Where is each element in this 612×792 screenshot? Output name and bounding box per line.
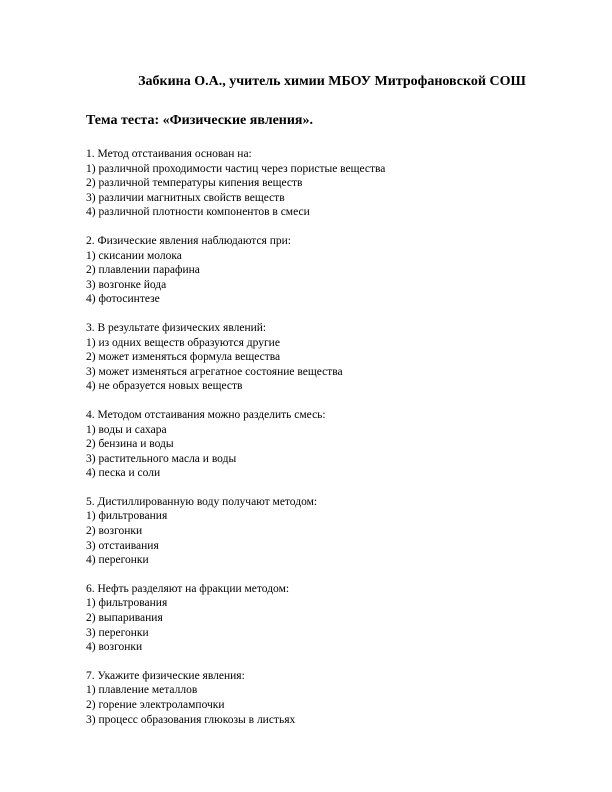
answer-option: 1) плавление металлов xyxy=(86,684,198,697)
answer-option: 2) выпаривания xyxy=(86,612,163,625)
question-7 xyxy=(86,669,566,727)
question-1 xyxy=(86,147,566,220)
answer-option: 2) горение электролампочки xyxy=(86,699,225,711)
answer-option: 1) различной проходимости частиц через пористые вещества xyxy=(86,162,386,175)
answer-option: 4) перегонки xyxy=(86,554,149,567)
question-text: 4. Методом отстаивания можно разделить смесь: xyxy=(86,408,326,421)
answer-option: 4) различной плотности компонентов в смеси xyxy=(86,206,310,219)
question-2 xyxy=(86,234,566,307)
question-5 xyxy=(86,495,566,568)
questions-list xyxy=(86,147,566,741)
answer-option: 3) растительного масла и воды xyxy=(86,452,237,465)
question-text: 1. Метод отстаивания основан на: xyxy=(86,148,252,160)
answer-option: 2) возгонки xyxy=(86,525,143,538)
question-text: 2. Физические явления наблюдаются при: xyxy=(86,234,291,247)
answer-option: 4) фотосинтезе xyxy=(86,293,160,306)
answer-option: 4) песка и соли xyxy=(86,467,161,480)
answer-option: 1) фильтрования xyxy=(86,597,168,610)
answer-option: 3) возгонке йода xyxy=(86,278,167,291)
question-3 xyxy=(86,321,566,394)
answer-option: 1) из одних веществ образуются другие xyxy=(86,336,280,349)
question-4 xyxy=(86,408,566,481)
answer-option: 2) различной температуры кипения веществ xyxy=(86,177,303,190)
answer-option: 3) различии магнитных свойств веществ xyxy=(86,191,285,204)
answer-option: 2) бензина и воды xyxy=(86,438,174,451)
answer-option: 3) отстаивания xyxy=(86,539,159,552)
answer-option: 1) воды и сахара xyxy=(86,423,167,436)
answer-option: 1) фильтрования xyxy=(86,510,168,523)
answer-option: 3) процесс образования глюкозы в листьях xyxy=(86,713,296,726)
question-6 xyxy=(86,582,566,655)
answer-option: 2) плавлении парафина xyxy=(86,264,200,277)
answer-option: 4) возгонки xyxy=(86,641,143,654)
author-line: Забкина О.А., учитель химии МБОУ Митрофановской СОШ xyxy=(138,74,526,89)
answer-option: 3) перегонки xyxy=(86,626,149,639)
question-text: 5. Дистиллированную воду получают методом: xyxy=(86,495,318,508)
question-text: 6. Нефть разделяют на фракции методом: xyxy=(86,582,290,595)
answer-option: 2) может изменяться формула вещества xyxy=(86,351,281,364)
test-title: Тема теста: «Физические явления». xyxy=(86,113,313,128)
answer-option: 4) не образуется новых веществ xyxy=(86,380,243,393)
answer-option: 3) может изменяться агрегатное состояние вещества xyxy=(86,365,343,378)
question-text: 7. Укажите физические явления: xyxy=(86,669,245,682)
answer-option: 1) скисании молока xyxy=(86,249,182,262)
question-text: 3. В результате физических явлений: xyxy=(86,321,267,334)
